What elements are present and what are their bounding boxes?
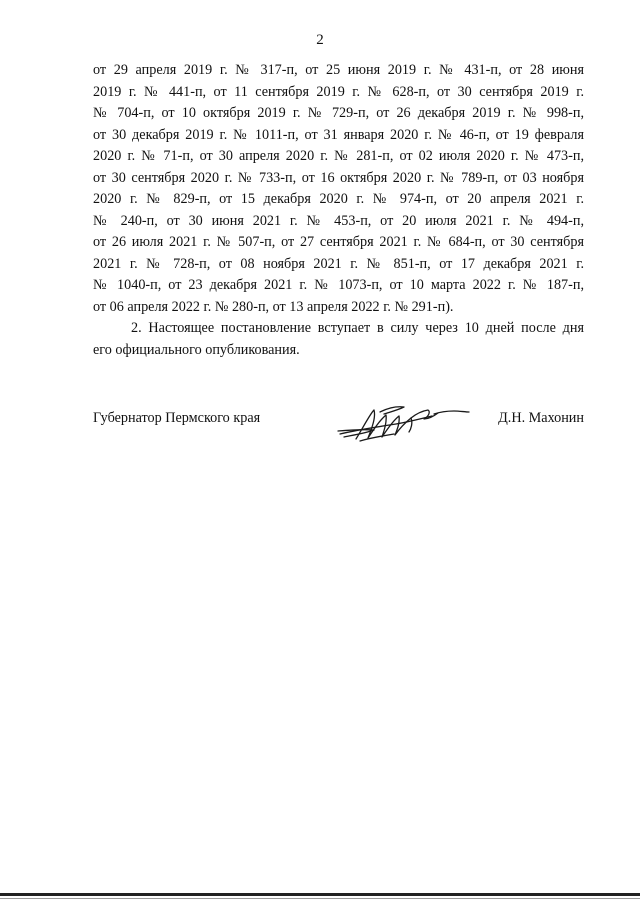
text-line: 2020 г. № 829-п, от 15 декабря 2020 г. № 974-п, от 20 апреля 2021 г. <box>93 191 584 207</box>
paragraph-2-line: его официального опубликования. <box>93 341 300 358</box>
body-text <box>93 60 584 361</box>
text-line: от 06 апреля 2022 г. № 280-п, от 13 апреля 2022 г. № 291-п). <box>93 298 454 315</box>
text-line: 2019 г. № 441-п, от 11 сентября 2019 г. № 628-п, от 30 сентября 2019 г. <box>93 83 584 100</box>
paragraph-2-line: 2. Настоящее постановление вступает в силу через 10 дней после дня <box>131 320 584 336</box>
signature-block <box>93 400 584 450</box>
text-line: от 26 июля 2021 г. № 507-п, от 27 сентября 2021 г. № 684-п, от 30 сентября <box>93 234 584 250</box>
text-line: № 240-п, от 30 июня 2021 г. № 453-п, от 20 июля 2021 г. № 494-п, <box>93 212 584 229</box>
signer-name: Д.Н. Махонин <box>498 410 584 426</box>
text-line: 2020 г. № 71-п, от 30 апреля 2020 г. № 281-п, от 02 июля 2020 г. № 473-п, <box>93 148 584 164</box>
bottom-scan-edge <box>0 893 640 896</box>
text-line: от 29 апреля 2019 г. № 317-п, от 25 июня 2019 г. № 431-п, от 28 июня <box>93 62 584 78</box>
text-line: № 704-п, от 10 октября 2019 г. № 729-п, от 26 декабря 2019 г. № 998-п, <box>93 105 584 121</box>
handwritten-signature <box>336 400 471 444</box>
signer-title: Губернатор Пермского края <box>93 410 261 426</box>
text-line: 2021 г. № 728-п, от 08 ноября 2021 г. № 851-п, от 17 декабря 2021 г. <box>93 255 584 272</box>
text-line: № 1040-п, от 23 декабря 2021 г. № 1073-п, от 10 марта 2022 г. № 187-п, <box>93 277 584 293</box>
page-number: 2 <box>316 32 324 48</box>
bottom-scan-edge-thin <box>0 898 640 899</box>
text-line: от 30 декабря 2019 г. № 1011-п, от 31 января 2020 г. № 46-п, от 19 февраля <box>93 126 584 143</box>
text-line: от 30 сентября 2020 г. № 733-п, от 16 октября 2020 г. № 789-п, от 03 ноября <box>93 169 584 186</box>
